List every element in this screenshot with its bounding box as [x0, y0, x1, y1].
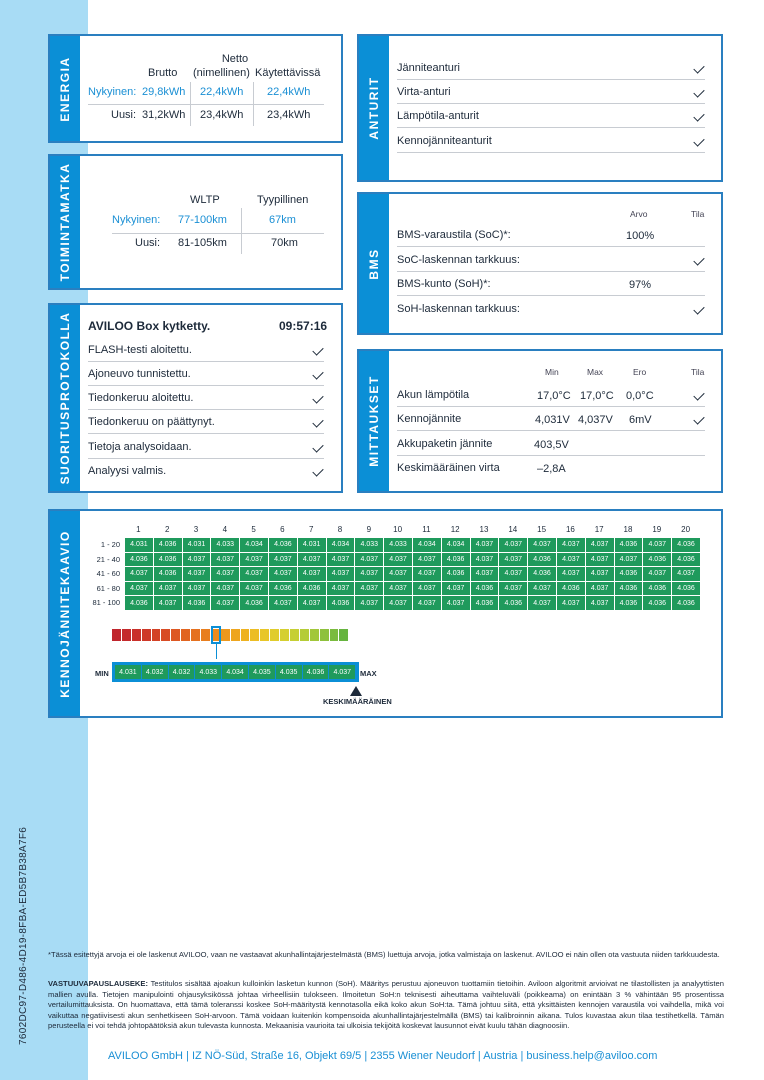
- energia-value: 31,2kWh: [142, 109, 186, 121]
- gradient-segment: [181, 629, 190, 641]
- suoritusprotokolla-card: [48, 303, 343, 493]
- cell-voltage: 4.037: [585, 538, 614, 553]
- scale-value: 4.032: [169, 665, 195, 679]
- cell-voltage: 4.037: [643, 567, 672, 582]
- cell-voltage: 4.037: [412, 552, 441, 567]
- gradient-segment: [260, 629, 269, 641]
- cell-voltage: 4.034: [240, 538, 269, 553]
- voltage-scale: [112, 662, 359, 682]
- gradient-segment: [191, 629, 200, 641]
- column-number: 19: [652, 525, 662, 534]
- measure-min: 4,031V: [535, 414, 570, 426]
- protocol-item: Tietoja analysoidaan.: [88, 435, 324, 459]
- cell-voltage: 4.037: [297, 552, 326, 567]
- cell-voltage: 4.037: [556, 596, 585, 611]
- cell-voltage: 4.031: [297, 538, 326, 553]
- table-row: [125, 567, 701, 582]
- cell-voltage: 4.037: [585, 581, 614, 596]
- bms-value: 100%: [626, 230, 655, 242]
- measure-ero: 0,0°C: [626, 390, 654, 402]
- cell-voltage: 4.036: [672, 538, 701, 553]
- cell-voltage: 4.036: [268, 581, 297, 596]
- cell-voltage: 4.037: [499, 567, 528, 582]
- bms-card: [357, 192, 723, 335]
- gradient-segment: [330, 629, 339, 641]
- column-number: 16: [565, 525, 575, 534]
- column-number: 8: [337, 525, 343, 534]
- scale-value: 4.034: [222, 665, 248, 679]
- range-value: 81-105km: [178, 237, 227, 249]
- gradient-segment: [339, 629, 348, 641]
- kennojannitekaavio-side-label: KENNOJÄNNITEKAAVIO: [50, 511, 80, 716]
- row-range-label: 61 - 80: [96, 583, 120, 593]
- cell-voltage: 4.037: [297, 567, 326, 582]
- cell-voltage: 4.037: [614, 552, 643, 567]
- column-number: 17: [594, 525, 604, 534]
- energia-card: [48, 34, 343, 143]
- cell-voltage: 4.036: [297, 581, 326, 596]
- cell-voltage: 4.036: [614, 538, 643, 553]
- cell-voltage: 4.036: [672, 581, 701, 596]
- col-kaytettavissa: Käytettävissä: [255, 67, 321, 79]
- cell-voltage: 4.037: [585, 552, 614, 567]
- cell-voltage: 4.036: [470, 596, 499, 611]
- col-brutto: Brutto: [148, 67, 178, 79]
- scale-value: 4.032: [142, 665, 168, 679]
- cell-voltage: 4.034: [441, 538, 470, 553]
- cell-voltage: 4.036: [643, 581, 672, 596]
- cell-voltage: 4.036: [125, 596, 154, 611]
- gradient-connector: [216, 644, 217, 659]
- cell-voltage: 4.037: [384, 596, 413, 611]
- cell-voltage: 4.036: [153, 538, 182, 553]
- range-row-label: Uusi:: [135, 237, 161, 249]
- column-number: 5: [251, 525, 256, 534]
- measure-max: 4,037V: [578, 414, 613, 426]
- cell-voltage: 4.033: [384, 538, 413, 553]
- cell-voltage: 4.037: [643, 538, 672, 553]
- cell-voltage: 4.037: [528, 538, 557, 553]
- gradient-segment: [132, 629, 141, 641]
- cell-voltage: 4.037: [556, 538, 585, 553]
- column-number: 2: [164, 525, 170, 534]
- column-number: 7: [308, 525, 314, 534]
- gradient-segment: [171, 629, 180, 641]
- cell-voltage: 4.037: [355, 552, 384, 567]
- column-number: 1: [136, 525, 141, 534]
- gradient-segment: [122, 629, 131, 641]
- cell-voltage: 4.037: [240, 567, 269, 582]
- average-triangle-icon: [350, 686, 362, 696]
- disclaimer-text: Testitulos sisältää ajoakun kulloinkin lasketun kunnon (SoH). Määritys perustuu ajoneuvon tuottamiin tietoihin. Aviloon algoritmit arvioivat ne tilastollisten ja analyyttisten mallien avulla. Tietojen manipulointi ohjausyksikössä johtaa virheellisiin tulokseen. Ilmoitetun SoH:n teknisesti aiheuttama vaihteluväli (poikkeama) on enintään 3 % vähintään 95 prosentissa vertailumittauksista. On huomattava, että tämä toleranssi koskee SoH-määritystä kennotasolla eikä koko akun SoH:ta. Tämä johtuu siitä, että yksittäisten kennojen varaustila voi vaihdella, mikä voi vaikuttaa negatiivisesti akun senhetkiseen SoH-arvoon. Tämä voidaan kuitenkin kompensoida akunhallintajärjestelmällä (BMS) tai kalibroinnin aikana. Tulos kuvastaa akun tilaa testihetkellä. Tämän perusteella ei voi tehdä johtopäätöksiä akun tulevasta kunnosta. Mekaanisia vaurioita tai ulkoisia tekijöitä koskevat lausunnot eivät kuulu tähän diagnoosiin.: [48, 979, 724, 1030]
- sensor-item: Lämpötila-anturit: [397, 104, 705, 128]
- col-wltp: WLTP: [190, 194, 220, 206]
- scale-value: 4.031: [115, 665, 141, 679]
- cell-voltage: 4.037: [182, 552, 211, 567]
- protocol-time: 09:57:16: [279, 319, 328, 333]
- cell-voltage: 4.036: [125, 552, 154, 567]
- column-number: 3: [193, 525, 199, 534]
- cell-voltage: 4.037: [585, 567, 614, 582]
- measurement-row: Keskimääräinen virta: [397, 462, 500, 474]
- gradient-segment: [290, 629, 299, 641]
- cell-voltage: 4.036: [528, 552, 557, 567]
- range-row-label: Nykyinen:: [112, 214, 161, 226]
- gradient-segment: [320, 629, 329, 641]
- bms-value: 97%: [629, 279, 652, 291]
- cell-voltage: 4.036: [470, 581, 499, 596]
- gradient-segment: [231, 629, 240, 641]
- column-number: 15: [537, 525, 547, 534]
- toimintamatka-side-label: TOIMINTAMATKA: [50, 156, 80, 288]
- gradient-segment: [221, 629, 230, 641]
- cell-voltage: 4.037: [470, 538, 499, 553]
- mittaukset-side-label: MITTAUKSET: [359, 351, 389, 491]
- measure-max: 17,0°C: [580, 390, 614, 402]
- gradient-segment: [161, 629, 170, 641]
- cell-voltage: 4.036: [672, 552, 701, 567]
- bms-side-label: BMS: [359, 194, 389, 333]
- measure-min: –2,8A: [537, 463, 566, 475]
- toimintamatka-card: [48, 154, 343, 290]
- energia-value: 29,8kWh: [142, 86, 186, 98]
- energia-row-label: Uusi:: [111, 109, 137, 121]
- row-range-label: 81 - 100: [92, 598, 120, 608]
- gradient-segment: [152, 629, 161, 641]
- cell-voltage: 4.036: [268, 538, 297, 553]
- cell-voltage: 4.031: [182, 538, 211, 553]
- column-number: 18: [623, 525, 633, 534]
- cell-voltage: 4.036: [614, 567, 643, 582]
- cell-voltage: 4.037: [211, 567, 240, 582]
- column-number: 11: [422, 525, 431, 534]
- table-row: [125, 596, 701, 611]
- measure-ero: 6mV: [629, 414, 652, 426]
- energia-value: 22,4kWh: [267, 86, 311, 98]
- measurement-row: Kennojännite: [397, 407, 705, 431]
- cell-voltage: 4.037: [441, 596, 470, 611]
- gradient-segment: [241, 629, 250, 641]
- cell-voltage: 4.037: [556, 552, 585, 567]
- cell-voltage: 4.037: [355, 567, 384, 582]
- cell-voltage: 4.036: [643, 552, 672, 567]
- cell-voltage: 4.037: [297, 596, 326, 611]
- cell-voltage: 4.037: [326, 581, 355, 596]
- gradient-segment: [112, 629, 121, 641]
- cell-voltage: 4.037: [412, 581, 441, 596]
- cell-voltage: 4.036: [441, 567, 470, 582]
- cell-voltage: 4.036: [614, 581, 643, 596]
- sensor-item: Virta-anturi: [397, 80, 705, 104]
- energia-value: 22,4kWh: [200, 86, 244, 98]
- bms-row: BMS-kunto (SoH)*:: [397, 272, 705, 296]
- column-number: 6: [280, 525, 285, 534]
- cell-voltage: 4.031: [125, 538, 154, 553]
- cell-voltage: 4.036: [153, 552, 182, 567]
- table-row: [125, 552, 701, 567]
- col-tyypillinen: Tyypillinen: [257, 194, 309, 206]
- cell-voltage: 4.037: [211, 581, 240, 596]
- scale-value: 4.035: [276, 665, 302, 679]
- cell-voltage: 4.037: [384, 581, 413, 596]
- column-number: 14: [508, 525, 518, 534]
- gradient-segment: [142, 629, 151, 641]
- column-number: 9: [366, 525, 372, 534]
- protocol-heading: AVILOO Box kytketty.: [88, 319, 211, 333]
- column-number: 10: [393, 525, 403, 534]
- disclaimer-label: VASTUUVAPAUSLAUSEKE:: [48, 979, 148, 988]
- protocol-item: Analyysi valmis.: [88, 465, 167, 477]
- cell-voltage: 4.037: [585, 596, 614, 611]
- col-arvo: Arvo: [630, 209, 648, 219]
- scale-min-label: MIN: [95, 669, 109, 678]
- cell-voltage: 4.037: [125, 567, 154, 582]
- cell-voltage: 4.037: [499, 581, 528, 596]
- range-value: 77-100km: [178, 214, 227, 226]
- gradient-segment: [300, 629, 309, 641]
- cell-voltage: 4.034: [412, 538, 441, 553]
- row-range-label: 21 - 40: [96, 554, 120, 564]
- cell-voltage: 4.036: [528, 567, 557, 582]
- cell-voltage: 4.037: [412, 567, 441, 582]
- cell-voltage: 4.036: [556, 581, 585, 596]
- cell-voltage: 4.037: [470, 567, 499, 582]
- cell-voltage: 4.036: [441, 552, 470, 567]
- col-netto: Netto: [221, 53, 249, 65]
- cell-voltage: 4.037: [355, 596, 384, 611]
- energia-side-label: ENERGIA: [50, 36, 80, 141]
- gradient-segment: [250, 629, 259, 641]
- disclaimer: [48, 979, 724, 1032]
- column-number: 13: [479, 525, 489, 534]
- voltage-gradient-bar: [112, 629, 349, 641]
- anturit-side-label: ANTURIT: [359, 36, 389, 180]
- column-number: 4: [222, 525, 228, 534]
- cell-voltage: 4.037: [182, 581, 211, 596]
- average-label: KESKIMÄÄRÄINEN: [323, 697, 392, 706]
- range-value: 67km: [269, 214, 296, 226]
- cell-voltage: 4.037: [384, 567, 413, 582]
- cell-voltage: 4.037: [672, 567, 701, 582]
- cell-voltage: 4.036: [499, 596, 528, 611]
- gradient-segment: [201, 629, 210, 641]
- table-row: [125, 538, 701, 553]
- sensor-item: Kennojänniteanturit: [397, 129, 705, 153]
- cell-voltage: 4.036: [182, 596, 211, 611]
- cell-voltage-grid: [124, 537, 701, 611]
- cell-voltage: 4.037: [268, 552, 297, 567]
- cell-voltage: 4.037: [240, 552, 269, 567]
- cell-voltage: 4.037: [499, 538, 528, 553]
- kennojannitekaavio-card: [48, 509, 723, 718]
- document-id: 7602DC97-D486-4D19-8FBA-ED5B7B38A7F6: [18, 826, 29, 1045]
- row-range-label: 1 - 20: [100, 540, 120, 549]
- measurement-row: Akun lämpötila: [397, 383, 705, 407]
- energia-row-label: Nykyinen:: [88, 86, 137, 98]
- col-ero: Ero: [633, 367, 647, 377]
- energia-value: 23,4kWh: [200, 109, 244, 121]
- scale-value: 4.036: [303, 665, 329, 679]
- protocol-item: FLASH-testi aloitettu.: [88, 338, 324, 362]
- sensor-item: Jänniteanturi: [397, 56, 705, 80]
- table-row: [125, 581, 701, 596]
- bms-row: SoH-laskennan tarkkuus:: [397, 303, 520, 315]
- column-number: 20: [681, 525, 691, 534]
- column-number: 12: [450, 525, 460, 534]
- cell-voltage: 4.037: [384, 552, 413, 567]
- cell-voltage: 4.034: [326, 538, 355, 553]
- energia-value: 23,4kWh: [267, 109, 311, 121]
- cell-voltage: 4.037: [268, 596, 297, 611]
- col-tila: Tila: [691, 367, 705, 377]
- col-min: Min: [545, 367, 559, 377]
- cell-voltage: 4.037: [268, 567, 297, 582]
- measure-min: 403,5V: [534, 439, 569, 451]
- cell-voltage: 4.033: [355, 538, 384, 553]
- mittaukset-card: [357, 349, 723, 493]
- scale-value: 4.035: [249, 665, 275, 679]
- cell-voltage: 4.037: [412, 596, 441, 611]
- gradient-segment: [270, 629, 279, 641]
- bms-row: SoC-laskennan tarkkuus:: [397, 248, 705, 272]
- cell-voltage: 4.037: [528, 596, 557, 611]
- measure-min: 17,0°C: [537, 390, 571, 402]
- scale-max-label: MAX: [360, 669, 377, 678]
- suoritusprotokolla-side-label: SUORITUSPROTOKOLLA: [50, 305, 80, 491]
- cell-voltage: 4.037: [355, 581, 384, 596]
- cell-voltage: 4.037: [556, 567, 585, 582]
- cell-voltage: 4.037: [240, 581, 269, 596]
- col-netto-sub: (nimellinen): [193, 67, 250, 79]
- cell-voltage: 4.037: [125, 581, 154, 596]
- cell-voltage: 4.037: [528, 581, 557, 596]
- cell-voltage: 4.036: [614, 596, 643, 611]
- cell-voltage: 4.037: [182, 567, 211, 582]
- gradient-marker: [211, 626, 221, 644]
- gradient-segment: [280, 629, 289, 641]
- anturit-card: [357, 34, 723, 182]
- protocol-item: Tiedonkeruu aloitettu.: [88, 386, 324, 410]
- protocol-item: Ajoneuvo tunnistettu.: [88, 362, 324, 386]
- bms-row: BMS-varaustila (SoC)*:: [397, 223, 705, 247]
- cell-voltage: 4.036: [153, 567, 182, 582]
- cell-voltage: 4.037: [326, 567, 355, 582]
- cell-voltage: 4.036: [643, 596, 672, 611]
- cell-voltage: 4.036: [672, 596, 701, 611]
- cell-voltage: 4.037: [441, 581, 470, 596]
- cell-voltage: 4.037: [211, 552, 240, 567]
- cell-voltage: 4.037: [326, 552, 355, 567]
- cell-voltage: 4.037: [153, 581, 182, 596]
- scale-value: 4.033: [195, 665, 221, 679]
- col-tila: Tila: [691, 209, 705, 219]
- company-address: AVILOO GmbH | IZ NÖ-Süd, Straße 16, Objekt 69/5 | 2355 Wiener Neudorf | Austria | business.help@aviloo.com: [108, 1050, 658, 1062]
- cell-voltage: 4.037: [211, 596, 240, 611]
- range-value: 70km: [271, 237, 298, 249]
- col-max: Max: [587, 367, 604, 377]
- cell-voltage: 4.033: [211, 538, 240, 553]
- cell-voltage: 4.036: [240, 596, 269, 611]
- row-range-label: 41 - 60: [96, 569, 120, 579]
- cell-voltage: 4.037: [153, 596, 182, 611]
- cell-voltage: 4.036: [326, 596, 355, 611]
- cell-voltage: 4.037: [470, 552, 499, 567]
- gradient-segment: [310, 629, 319, 641]
- protocol-item: Tiedonkeruu on päättynyt.: [88, 410, 324, 434]
- scale-value: 4.037: [329, 665, 355, 679]
- footnote: *Tässä esitettyjä arvoja ei ole laskenut AVILOO, vaan ne vastaavat akunhallintajärjestelmästä (BMS) luettuja arvoja, jotka valmistaja on laskenut. AVILOO ei näin ollen ota vastuuta niiden tarkkuudesta.: [48, 950, 720, 959]
- measurement-row: Akkupaketin jännite: [397, 432, 705, 456]
- cell-voltage: 4.037: [499, 552, 528, 567]
